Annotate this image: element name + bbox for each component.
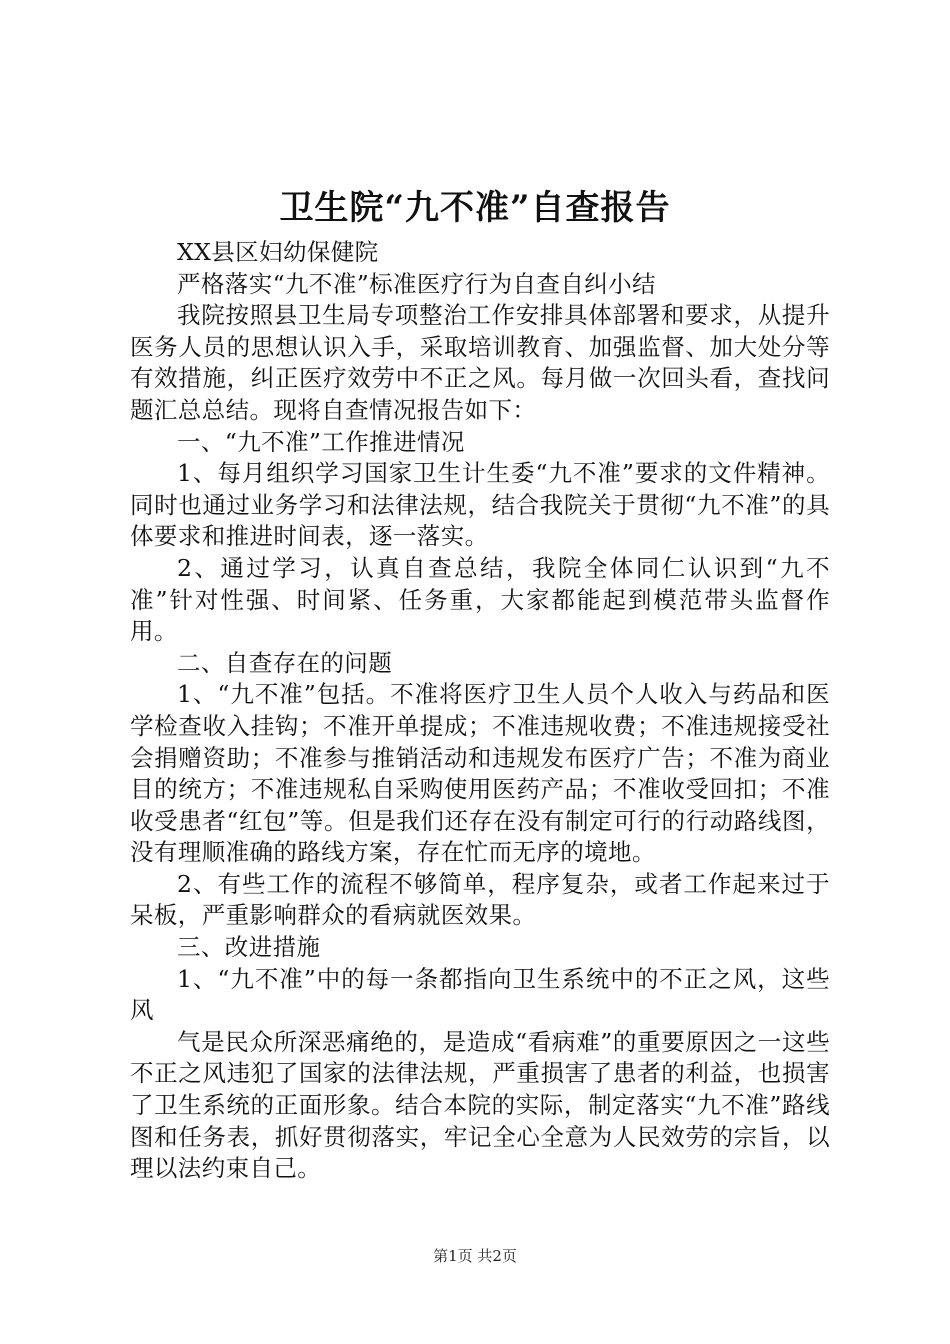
paragraph-subtitle: 严格落实“九不准”标准医疗行为自查自纠小结 [177, 269, 656, 298]
page-footer: 第1页 共2页 [433, 1247, 517, 1265]
section-heading-1: 一、“九不准”工作推进情况 [177, 427, 465, 456]
paragraph-item: 气是民众所深恶痛绝的，是造成“看病难”的重要原因之一这些不正之风违犯了国家的法律法规，严重损害了患者的利益，也损害了卫生系统的正面形象。结合本院的实际，制定落实“九不准”路线图和任务表，抓好贯彻落实，牢记全心全意为人民效劳的宗旨，以理以法约束自己。 [130, 1027, 830, 1183]
paragraph-item: 2、有些工作的流程不够简单，程序复杂，或者工作起来过于呆板，严重影响群众的看病就医效果。 [130, 869, 830, 930]
paragraph-item: 1、“九不准”中的每一条都指向卫生系统中的不正之风，这些风 [130, 964, 830, 1025]
paragraph-organization: XX县区妇幼保健院 [177, 238, 379, 266]
document-title: 卫生院“九不准”自查报告 [279, 188, 671, 228]
paragraph-item: 1、“九不准”包括。不准将医疗卫生人员个人收入与药品和医学检查收入挂钩；不准开单提成；不准违规收费；不准违规接受社会捐赠资助；不准参与推销活动和违规发布医疗广告；不准为商业目的统方；不准违规私自采购使用医药产品；不准收受回扣；不准收受患者“红包”等。但是我们还存在没有制定可行的行动路线图，没有理顺准确的路线方案，存在忙而无序的境地。 [130, 680, 830, 867]
paragraph-item: 1、每月组织学习国家卫生计生委“九不准”要求的文件精神。同时也通过业务学习和法律法规，结合我院关于贯彻“九不准”的具体要求和推进时间表，逐一落实。 [130, 459, 830, 551]
document-body [130, 237, 830, 1185]
section-heading-3: 三、改进措施 [177, 933, 321, 962]
paragraph-intro: 我院按照县卫生局专项整治工作安排具体部署和要求，从提升医务人员的思想认识入手，采取培训教育、加强监督、加大处分等有效措施，纠正医疗效劳中不正之风。每月做一次回头看，查找问题汇总总结。现将自查情况报告如下： [130, 301, 830, 424]
paragraph-item: 2、通过学习，认真自查总结，我院全体同仁认识到“九不准”针对性强、时间紧、任务重，大家都能起到模范带头监督作用。 [130, 553, 830, 646]
section-heading-2: 二、自查存在的问题 [177, 648, 393, 677]
